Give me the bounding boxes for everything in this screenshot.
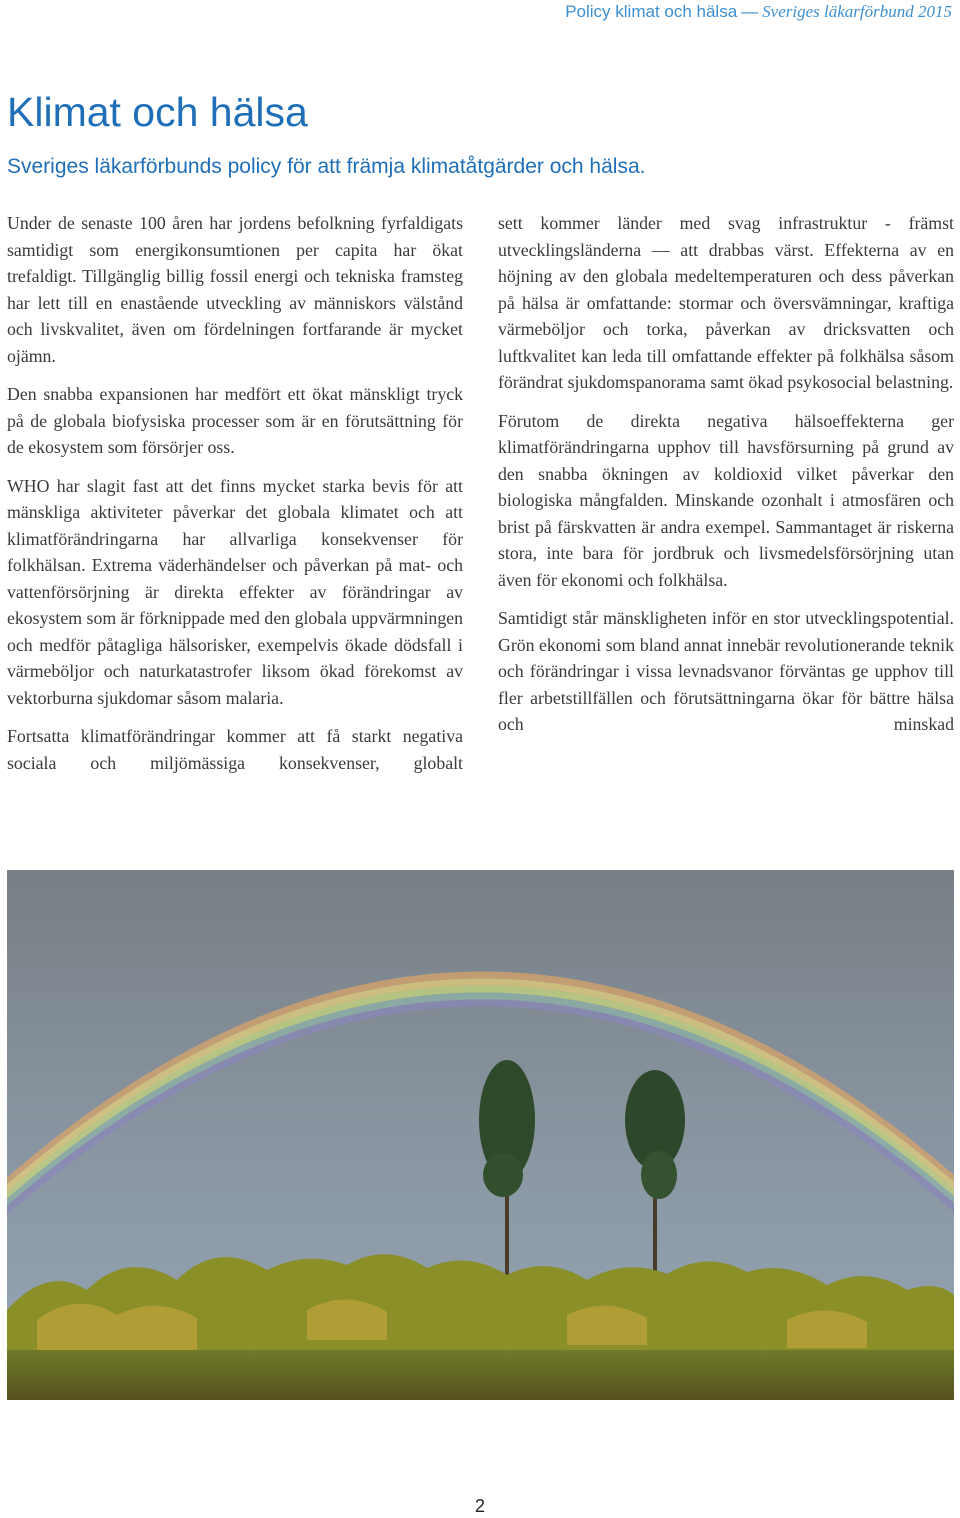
paragraph: Förutom de direkta negativa hälsoeffekterna ger klimatförändringarna upphov till havsförsurning på grund av den snabba ökningen av koldioxid vilket påverkar den biologiska mångfalden. Minskande ozonhalt i atmosfären och brist på färskvatten är andra exempel. Sammantaget är riskerna stora, inte bara för jordbruk och livsmedelsförsörjning utan även för ekonomi och folkhälsa. <box>498 410 954 590</box>
ground <box>7 1350 954 1400</box>
left-column <box>7 210 463 788</box>
paragraph: Den snabba expansionen har medfört ett ökat mänskligt tryck på de globala biofysiska processer som är en förutsättning för de ekosystem som försörjer oss. <box>7 384 463 457</box>
paragraph: WHO har slagit fast att det finns mycket starka bevis för att mänskliga aktiviteter påverkar det globala klimatet och att klimatförändringarna har allvarliga konsekvenser för folkhälsan. Extrema väderhändelser och påverkan på mat- och vattenförsörjning är direkta effekter av förändringar av ekosystem som är förknippade med den globala uppvärmningen och medför påtagliga hälsorisker, exempelvis ökade dödsfall i värmeböljor och naturkatastrofer liksom ökad förekomst av vektorburna sjukdomar såsom malaria. <box>7 475 463 708</box>
right-column <box>498 210 954 750</box>
paragraph: Fortsatta klimatförändringar kommer att få starkt negativa sociala och miljömässiga konsekvenser, globalt <box>7 726 463 773</box>
header-policy: Policy klimat och hälsa <box>565 2 738 21</box>
paragraph: Samtidigt står mänskligheten inför en stor utvecklingspotential. Grön ekonomi som bland annat innebär revolutionerande teknik och förändringar i vissa levnadsvanor förväntas ge upphov till fler arbetstillfällen och förutsättningarna ökar för bättre hälsa och minskad <box>498 608 954 734</box>
paragraph: sett kommer länder med svag infrastruktur - främst utvecklingsländerna — att drabbas värst. Effekterna av en höjning av den globala medeltemperaturen och dess påverkan på hälsa är omfattande: stormar och översvämningar, kraftiga värmeböljor och torka, påverkan av dricksvatten och luftkvalitet kan leda till omfattande effekter på folkhälsa såsom förändrat sjukdomspanorama samt ökad psykosocial belastning. <box>498 213 954 392</box>
paragraph: Under de senaste 100 åren har jordens befolkning fyrfaldigats samtidigt som energikonsumtionen per capita har ökat trefaldigt. Tillgänglig billig fossil energi och tekniska framsteg har lett till en enastående utveckling av människors välstånd och livskvalitet, även om fördelningen fortfarande är mycket ojämn. <box>7 213 463 366</box>
page-subtitle: Sveriges läkarförbunds policy för att främja klimatåtgärder och hälsa. <box>7 155 646 178</box>
page-number: 2 <box>474 1496 485 1516</box>
page-title: Klimat och hälsa <box>7 89 308 135</box>
rainbow-forest-photo <box>7 870 954 1400</box>
header-dash: — <box>741 2 759 21</box>
header-organization: Sveriges läkarförbund 2015 <box>762 2 952 21</box>
running-header <box>565 2 952 22</box>
